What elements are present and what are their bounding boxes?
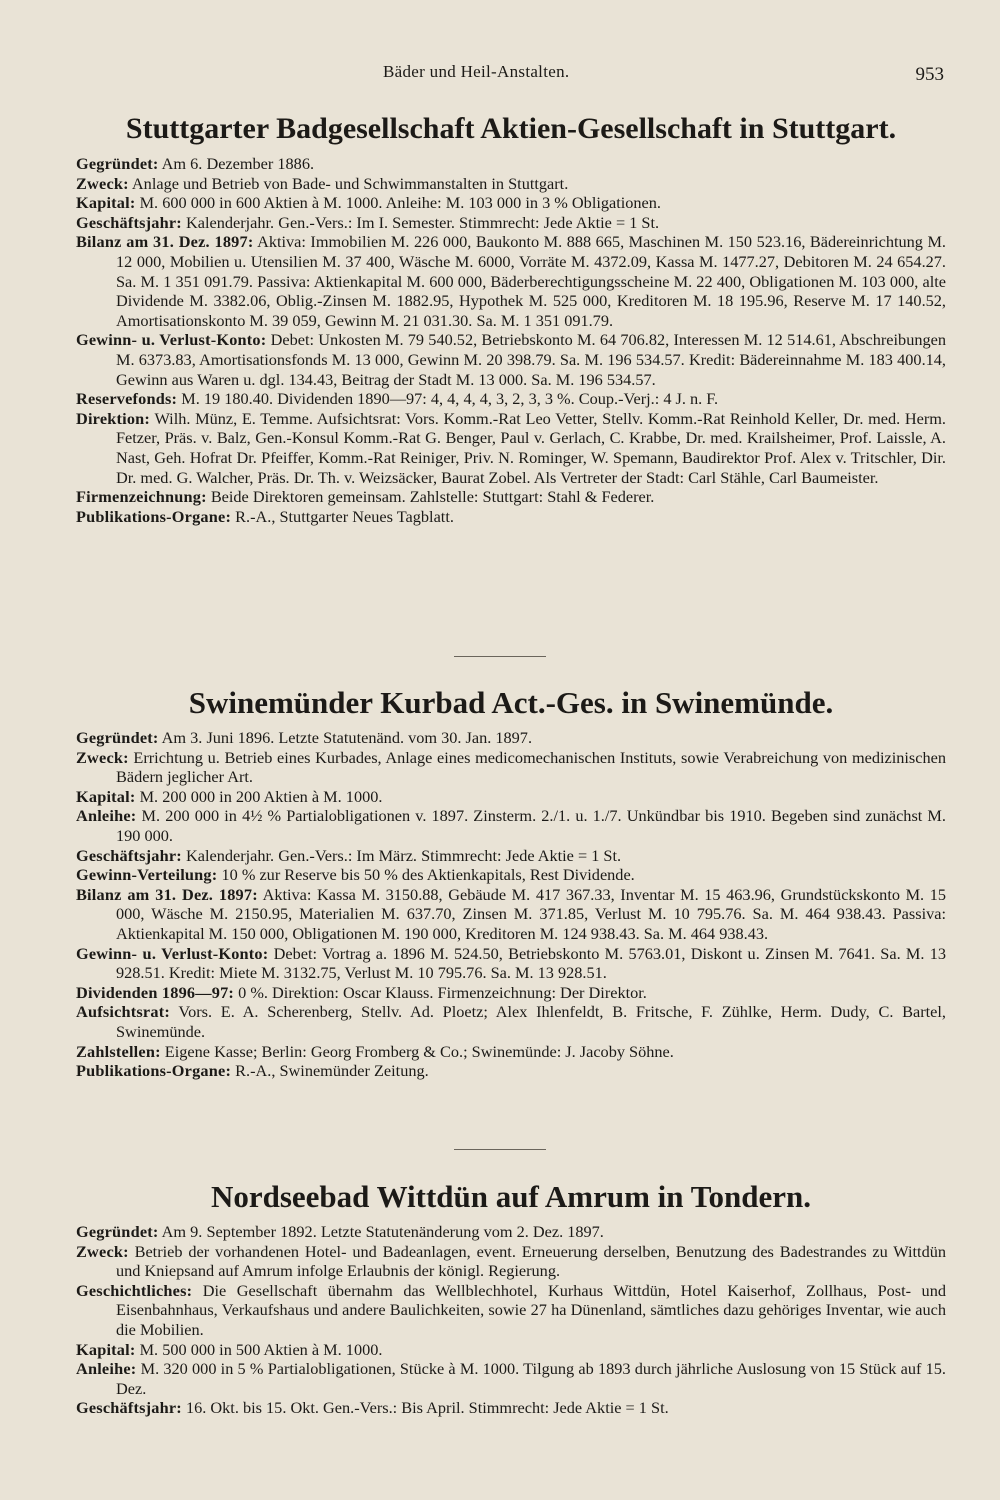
entry-label: Zweck: xyxy=(76,747,129,767)
entry-geschaeftsjahr xyxy=(76,846,946,866)
entry-list xyxy=(76,1222,946,1418)
entry-label: Zahlstellen: xyxy=(76,1041,161,1061)
entry-zahlstellen xyxy=(76,1042,946,1062)
section-title: Nordseebad Wittdün auf Amrum in Tondern. xyxy=(210,1179,812,1214)
entry-label: Kapital: xyxy=(76,193,136,213)
entry-label: Zweck: xyxy=(76,173,129,193)
entry-geschichtliches xyxy=(76,1281,946,1340)
entry-label: Anleihe: xyxy=(76,1359,137,1379)
entry-gewinn-verteilung xyxy=(76,865,946,885)
entry-anleihe xyxy=(76,1359,946,1398)
entry-label: Geschäftsjahr: xyxy=(76,212,182,232)
entry-label: Reservefonds: xyxy=(76,389,178,409)
entry-text: M. 200 000 in 4½ % Partialobligationen v. 1897. Zinsterm. 2./1. u. 1./7. Unkündbar bis 1910. Begeben sind zunächst M. 190 000. xyxy=(116,806,946,845)
entry-text: Aktiva: Immobilien M. 226 000, Baukonto M. 888 665, Maschinen M. 150 523.16, Bädereinrichtung M. 12 000, Mobilien u. Utensilien M. 37 400, Wäsche M. 6000, Vorräte M. 4372.09, Kassa M. 1477.27, Debitoren M. 24 654.27. Sa. M. 1 351 091.79. Passiva: Aktienkapital M. 600 000, Bäderberechtigungsscheine M. 22 400, Obligationen M. 103 000, alte Dividende M. 3382.06, Oblig.-Zinsen M. 1882.95, Hypothek M. 525 000, Kreditoren M. 18 195.96, Reserve M. 17 140.52, Amortisationskonto M. 39 059, Gewinn M. 21 031.30. Sa. M. 1 351 091.79. xyxy=(116,232,946,330)
entry-kapital xyxy=(76,787,946,807)
entry-kapital xyxy=(76,193,946,213)
entry-label: Geschäftsjahr: xyxy=(76,845,182,865)
entry-text: Kalenderjahr. Gen.-Vers.: Im März. Stimmrecht: Jede Aktie = 1 St. xyxy=(185,845,622,865)
entry-label: Kapital: xyxy=(76,786,136,806)
entry-text: Debet: Unkosten M. 79 540.52, Betriebskonto M. 64 706.82, Interessen M. 12 514.61, Abschreibungen M. 6373.83, Amortisationsfonds M. 13 000, Gewinn M. 20 398.79. Sa. M. 196 534.57. Kredit: Bädereinnahme M. 183 400.14, Gewinn aus Waren u. dgl. 134.43, Beitrag der Stadt M. 13 000. Sa. M. 196 534.57. xyxy=(116,330,946,389)
entry-label: Bilanz am 31. Dez. 1897: xyxy=(76,232,254,252)
entry-gegruendet xyxy=(76,1222,946,1242)
entry-label: Bilanz am 31. Dez. 1897: xyxy=(76,884,258,904)
entry-text: R.-A., Swinemünder Zeitung. xyxy=(235,1061,429,1081)
entry-publikations-organe xyxy=(76,1061,946,1081)
entry-text: R.-A., Stuttgarter Neues Tagblatt. xyxy=(235,506,454,526)
entry-label: Dividenden 1896—97: xyxy=(76,982,235,1002)
entry-text: M. 500 000 in 500 Aktien à M. 1000. xyxy=(139,1339,383,1359)
entry-text: Errichtung u. Betrieb eines Kurbades, Anlage eines medicomechanischen Instituts, sowie Verabreichung von medizinischen Bädern jeglicher Art. xyxy=(116,747,946,787)
entry-zweck xyxy=(76,1242,946,1281)
entry-zweck xyxy=(76,748,946,787)
entry-text: Am 9. September 1892. Letzte Statutenänderung vom 2. Dez. 1897. xyxy=(161,1222,604,1241)
entry-bilanz xyxy=(76,885,946,944)
entry-direktion xyxy=(76,409,946,487)
entry-gegruendet xyxy=(76,154,946,174)
entry-aufsichtsrat xyxy=(76,1002,946,1041)
entry-label: Zweck: xyxy=(76,1241,129,1261)
entry-text: Am 3. Juni 1896. Letzte Statutenänd. vom 30. Jan. 1897. xyxy=(161,728,533,747)
entry-label: Geschichtliches: xyxy=(76,1280,193,1300)
entry-label: Anleihe: xyxy=(76,806,137,826)
entry-text: Vors. E. A. Scherenberg, Stellv. Ad. Ploetz; Alex Ihlenfeldt, B. Fritsche, F. Zühlke, Herm. Dudy, C. Bartel, Swinemünde. xyxy=(116,1002,946,1041)
entry-label: Publikations-Organe: xyxy=(76,1061,232,1081)
entry-label: Direktion: xyxy=(76,408,151,428)
entry-label: Gewinn-Verteilung: xyxy=(76,865,218,885)
entry-publikations-organe xyxy=(76,507,946,527)
entry-text: Debet: Vortrag a. 1896 M. 524.50, Betriebskonto M. 5763.01, Diskont u. Zinsen M. 7641. Sa. M. 13 928.51. Kredit: Miete M. 3132.75, Verlust M. 10 795.76. Sa. M. 13 928.51. xyxy=(116,943,946,983)
entry-text: Die Gesellschaft übernahm das Wellblechhotel, Kurhaus Wittdün, Hotel Kaiserhof, Zollhaus, Post- und Eisenbahnhaus, Verkaufshaus und andere Baulichkeiten, sowie 27 ha Dünenland, sämtliches dazu gehöriges Inventar, wie auch die Mobilien. xyxy=(116,1280,946,1339)
entry-text: Eigene Kasse; Berlin: Georg Fromberg & Co.; Swinemünde: J. Jacoby Söhne. xyxy=(164,1041,674,1061)
entry-kapital xyxy=(76,1340,946,1360)
entry-anleihe xyxy=(76,806,946,845)
entry-text: 10 % zur Reserve bis 50 % des Aktienkapitals, Rest Dividende. xyxy=(221,865,635,885)
entry-label: Aufsichtsrat: xyxy=(76,1002,170,1022)
entry-gegruendet xyxy=(76,728,946,748)
entry-label: Kapital: xyxy=(76,1339,136,1359)
entry-text: 0 %. Direktion: Oscar Klauss. Firmenzeichnung: Der Direktor. xyxy=(238,982,647,1002)
entry-label: Gegründet: xyxy=(76,154,159,173)
entry-list xyxy=(76,154,946,526)
entry-dividenden xyxy=(76,983,946,1003)
entry-text: Am 6. Dezember 1886. xyxy=(161,154,315,173)
entry-text: M. 19 180.40. Dividenden 1890—97: 4, 4, 4, 4, 3, 2, 3, 3 %. Coup.-Verj.: 4 J. n. F. xyxy=(181,389,719,409)
running-title: Bäder und Heil-Anstalten. xyxy=(383,62,570,81)
section-divider xyxy=(454,1149,546,1150)
entry-text: Betrieb der vorhandenen Hotel- und Badeanlagen, event. Erneuerung derselben, Benutzung des Badestrandes zu Wittdün und Kniepsand auf Amrum infolge Erlaubnis der königl. Regierung. xyxy=(116,1241,946,1281)
entry-label: Gegründet: xyxy=(76,728,159,747)
company-section-wittduen xyxy=(76,1178,946,1418)
entry-firmenzeichnung xyxy=(76,487,946,507)
section-title: Stuttgarter Badgesellschaft Aktien-Gesellschaft in Stuttgart. xyxy=(125,112,897,145)
entry-reservefonds xyxy=(76,389,946,409)
entry-label: Gewinn- u. Verlust-Konto: xyxy=(76,330,267,350)
entry-text: M. 600 000 in 600 Aktien à M. 1000. Anleihe: M. 103 000 in 3 % Obligationen. xyxy=(139,193,661,213)
section-divider xyxy=(454,656,546,657)
entry-geschaeftsjahr xyxy=(76,213,946,233)
entry-text: Kalenderjahr. Gen.-Vers.: Im I. Semester. Stimmrecht: Jede Aktie = 1 St. xyxy=(185,212,660,232)
running-head xyxy=(0,62,1000,86)
entry-gewinn-verlust xyxy=(76,330,946,389)
entry-text: Aktiva: Kassa M. 3150.88, Gebäude M. 417 367.33, Inventar M. 15 463.96, Grundstückskonto M. 15 000, Wäsche M. 2150.95, Materialien M. 637.70, Zinsen M. 371.85, Verlust M. 10 795.76. Sa. M. 464 938.43. Passiva: Aktienkapital M. 150 000, Obligationen M. 190 000, Kreditoren M. 124 938.43. Sa. M. 464 938.43. xyxy=(116,884,947,943)
entry-zweck xyxy=(76,174,946,194)
entry-text: Beide Direktoren gemeinsam. Zahlstelle: Stuttgart: Stahl & Federer. xyxy=(210,487,655,507)
entry-label: Gegründet: xyxy=(76,1222,159,1241)
entry-text: Anlage und Betrieb von Bade- und Schwimmanstalten in Stuttgart. xyxy=(131,173,569,193)
entry-text: Wilh. Münz, E. Temme. Aufsichtsrat: Vors. Komm.-Rat Leo Vetter, Stellv. Komm.-Rat Reinhold Keller, Dr. med. Herm. Fetzer, Präs. v. Balz, Gen.-Konsul Komm.-Rat G. Benger, Paul v. Gerlach, C. Krabbe, Dr. med. Krailsheimer, Prof. Laissle, A. Nast, Geh. Hofrat Dr. Pfeiffer, Komm.-Rat Reiniger, Priv. N. Rominger, W. Spemann, Baudirektor Prof. Alex v. Tritschler, Dir. Dr. med. G. Walcher, Präs. Dr. Th. v. Weizsäcker, Baurat Zobel. Als Vertreter der Stadt: Carl Stähle, Carl Baumeister. xyxy=(116,408,946,487)
entry-text: 16. Okt. bis 15. Okt. Gen.-Vers.: Bis April. Stimmrecht: Jede Aktie = 1 St. xyxy=(185,1398,669,1418)
entry-label: Firmenzeichnung: xyxy=(76,487,207,507)
entry-label: Geschäftsjahr: xyxy=(76,1398,182,1418)
entry-text: M. 320 000 in 5 % Partialobligationen, Stücke à M. 1000. Tilgung ab 1893 durch jährliche Auslosung von 15 Stück auf 15. Dez. xyxy=(116,1359,946,1398)
entry-text: M. 200 000 in 200 Aktien à M. 1000. xyxy=(139,786,383,806)
page-number: 953 xyxy=(915,64,944,85)
entry-bilanz xyxy=(76,232,946,330)
entry-gewinn-verlust xyxy=(76,944,946,983)
company-section-stuttgart xyxy=(76,110,946,526)
entry-label: Publikations-Organe: xyxy=(76,506,232,526)
entry-list xyxy=(76,728,946,1081)
entry-label: Gewinn- u. Verlust-Konto: xyxy=(76,943,269,963)
company-section-swinemuende xyxy=(76,684,946,1081)
section-title: Swinemünder Kurbad Act.-Ges. in Swinemünde. xyxy=(188,685,834,720)
entry-geschaeftsjahr xyxy=(76,1398,946,1418)
